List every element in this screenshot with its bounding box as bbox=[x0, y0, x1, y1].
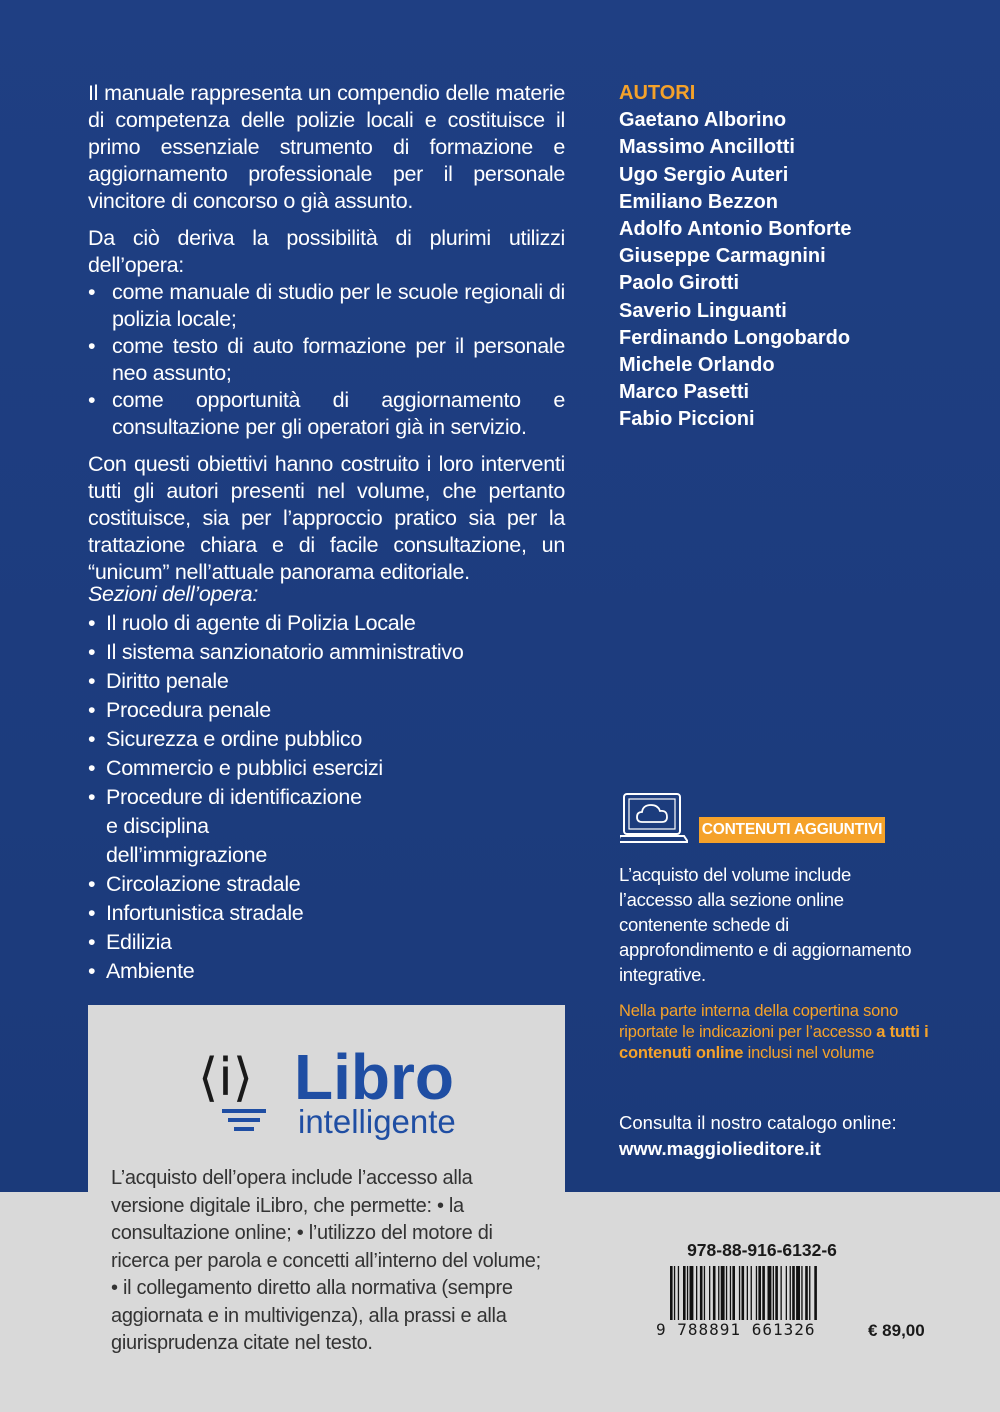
catalog-block bbox=[619, 1110, 939, 1162]
laptop-cloud-icon bbox=[620, 792, 688, 844]
sections-list bbox=[88, 609, 565, 986]
list-item: • Ambiente bbox=[88, 957, 565, 986]
intro-paragraph-2: Da ciò deriva la possibilità di plurimi utilizzi dell’opera: bbox=[88, 226, 565, 277]
intro-paragraph-3: Con questi obiettivi hanno costruito i loro interventi tutti gli autori presenti nel volume, che pertanto costituisce, sia per l’approccio pratico sia per la trattazione chiara e di facile consultazione, un “unicum” nell’attuale panorama editoriale. bbox=[88, 452, 565, 584]
list-item: • Diritto penale bbox=[88, 667, 565, 696]
barcode bbox=[668, 1266, 852, 1320]
list-item: • come testo di auto formazione per il personale neo assunto; bbox=[88, 333, 565, 387]
ilibro-logo bbox=[198, 1035, 468, 1145]
author-name: Michele Orlando bbox=[619, 354, 775, 377]
list-item: • Il sistema sanzionatorio amministrativo bbox=[88, 638, 565, 667]
note-text-1: Nella parte interna della copertina sono riportate le indicazioni per l’accesso bbox=[619, 1002, 899, 1041]
list-item: • come manuale di studio per le scuole regionali di polizia locale; bbox=[88, 279, 565, 333]
logo-tagline: intelligente bbox=[298, 1103, 456, 1140]
list-item: • Sicurezza e ordine pubblico bbox=[88, 725, 565, 754]
author-name: Giuseppe Carmagnini bbox=[619, 245, 826, 268]
list-item: • Edilizia bbox=[88, 928, 565, 957]
contenuti-description: L’acquisto del volume include l’accesso alla sezione online contenente schede di approfondimento e di aggiornamento integrative. bbox=[619, 864, 912, 985]
isbn-number: 978-88-916-6132-6 bbox=[687, 1240, 837, 1260]
author-name: Ugo Sergio Auteri bbox=[619, 163, 789, 186]
list-item: • Procedura penale bbox=[88, 696, 565, 725]
catalog-label: Consulta il nostro catalogo online: bbox=[619, 1112, 897, 1133]
author-name: Saverio Linguanti bbox=[619, 299, 787, 322]
list-item: • Commercio e pubblici esercizi bbox=[88, 754, 565, 783]
authors-title: AUTORI bbox=[619, 82, 696, 104]
sections-block bbox=[88, 580, 565, 986]
note-text-bold: a tutti i contenuti online bbox=[619, 1023, 929, 1062]
authors-block bbox=[619, 80, 919, 434]
lightbulb-base-icon bbox=[222, 1109, 266, 1131]
author-name: Massimo Ancillotti bbox=[619, 136, 795, 159]
logo-word: Libro bbox=[294, 1041, 454, 1113]
author-name: Fabio Piccioni bbox=[619, 408, 755, 431]
authors-list bbox=[619, 107, 919, 433]
author-name: Paolo Girotti bbox=[619, 272, 739, 295]
list-item: • Procedure di identificazione e disciplina dell’immigrazione bbox=[88, 783, 366, 870]
contenuti-badge: CONTENUTI AGGIUNTIVI bbox=[699, 817, 885, 843]
intro-paragraph-1: Il manuale rappresenta un compendio delle materie di competenza delle polizie locali e costituisce il primo essenziale strumento di formazione e aggiornamento professionale per il personale vincitore di concorso o già assunto. bbox=[88, 81, 565, 213]
author-name: Marco Pasetti bbox=[619, 381, 750, 404]
ilibro-panel bbox=[88, 1005, 565, 1365]
note-text-2: inclusi nel volume bbox=[743, 1044, 875, 1062]
author-name: Gaetano Alborino bbox=[619, 109, 787, 132]
list-item: • Il ruolo di agente di Polizia Locale bbox=[88, 609, 565, 638]
list-item: • Infortunistica stradale bbox=[88, 899, 565, 928]
ilibro-description: L’acquisto dell’opera include l’accesso alla versione digitale iLibro, che permette: • la consultazione online; • l’utilizzo del motore di ricerca per parola e concetti all’interno del volume; • il collegamento diretto alla normativa (sempre aggiornata e in multivigenza), alla prassi e alla giurisprudenza citate nel testo. bbox=[111, 1167, 541, 1354]
sections-title: Sezioni dell’opera: bbox=[88, 582, 258, 606]
price: € 89,00 bbox=[868, 1321, 925, 1340]
uses-list bbox=[88, 279, 565, 441]
barcode-digits: 9 788891 661326 bbox=[656, 1320, 816, 1339]
logo-bracket: ⟨i⟩ bbox=[198, 1048, 254, 1108]
catalog-url-link[interactable]: www.maggiolieditore.it bbox=[619, 1138, 821, 1159]
list-item: • come opportunità di aggiornamento e consultazione per gli operatori già in servizio. bbox=[88, 387, 565, 441]
list-item: • Circolazione stradale bbox=[88, 870, 565, 899]
author-name: Adolfo Antonio Bonforte bbox=[619, 218, 852, 241]
author-name: Ferdinando Longobardo bbox=[619, 326, 851, 349]
intro-text bbox=[88, 80, 565, 596]
author-name: Emiliano Bezzon bbox=[619, 190, 778, 213]
online-access-note bbox=[619, 1001, 939, 1064]
